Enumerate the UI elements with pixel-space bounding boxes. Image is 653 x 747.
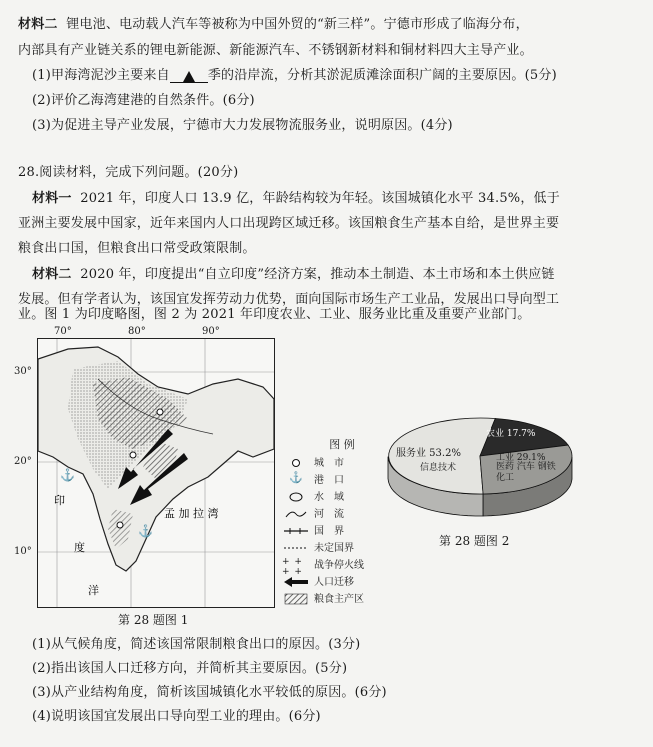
sea-label-1: 印 <box>54 494 65 507</box>
sea-label-2: 度 <box>74 541 85 554</box>
lon-label-90: 90° <box>202 326 220 337</box>
city-legend-icon <box>282 457 310 469</box>
material-2b-line-2: 发展。但有学者认为，该国宜发挥劳动力优势，面向国际市场生产工业品，发展出口导向型工 <box>18 292 560 307</box>
sea-label-3: 洋 <box>88 584 99 597</box>
question-28-1: (1)从气候角度，简述该国常限制粮食出口的原因。(3分) <box>32 637 361 652</box>
legend-row-ceasefire: + + + + 战争停火线 <box>282 557 364 577</box>
legend-row-undetermined: 未定国界 <box>282 539 402 556</box>
legend-row-river: 河 流 <box>282 505 402 522</box>
port-legend-icon: ⚓ <box>289 471 303 484</box>
question-27-1 <box>32 67 557 85</box>
legend-row-port: ⚓ 港 口 <box>282 471 402 488</box>
material-2-text-1: 锂电池、电动载人汽车等被称为中国外贸的“新三样”。宁德市形成了临海分布， <box>66 17 529 32</box>
india-map-svg <box>38 339 274 607</box>
material-1-line-2: 亚洲主要发展中国家，近年来国内人口出现跨区域迁移。该国粮食生产基本自给，是世界主要 <box>18 216 560 231</box>
undetermined-border-legend-icon <box>282 542 310 554</box>
legend-row-grain: 粮食主产区 <box>282 590 402 607</box>
material-1-line-1 <box>32 190 560 208</box>
city-marker <box>117 522 123 528</box>
pie-sub-services: 信息技术 <box>420 463 457 473</box>
border-legend-icon <box>282 525 310 537</box>
lon-label-80: 80° <box>128 326 146 337</box>
lat-label-30: 30° <box>14 366 32 377</box>
question-28-title: 28.阅读材料，完成下列问题。(20分) <box>18 165 239 180</box>
pie-chart <box>380 408 580 528</box>
map-caption: 第 28 题图 1 <box>118 613 189 627</box>
material-2-line-1 <box>18 16 529 34</box>
question-27-1-b: 季的沿岸流，分析其淤泥质滩涂面积广阔的主要原因。(5分) <box>207 68 557 83</box>
material-2b-text-1: 2020 年，印度提出“自立印度”经济方案，推动本土制造、本土市场和本土供应链 <box>80 267 555 282</box>
material-2-line-2: 内部具有产业链关系的锂电新能源、新能源汽车、不锈钢新材料和铜材料四大主导产业。 <box>18 43 533 58</box>
city-marker <box>130 452 136 458</box>
material-1-line-3: 粮食出口国，但粮食出口常受政策限制。 <box>18 241 256 256</box>
river-legend-icon <box>282 508 310 520</box>
material-2b-line-3: 业。图 1 为印度略图，图 2 为 2021 年印度农业、工业、服务业比重及重要产业部门。 <box>18 307 531 322</box>
port-anchor-icon: ⚓ <box>60 468 75 482</box>
pie-caption: 第 28 题图 2 <box>439 534 510 548</box>
material-2-label: 材料二 <box>18 17 58 32</box>
question-27-2: (2)评价乙海湾建港的自然条件。(6分) <box>32 93 255 108</box>
port-anchor-icon: ⚓ <box>138 524 153 538</box>
answer-blank <box>170 69 208 83</box>
lat-label-20: 20° <box>14 456 32 467</box>
triangle-icon <box>183 71 195 82</box>
india-map <box>37 338 275 608</box>
question-27-3: (3)为促进主导产业发展，宁德市大力发展物流服务业，说明原因。(4分) <box>32 118 453 133</box>
grain-area-legend-icon <box>282 593 310 605</box>
material-2b-line-1 <box>32 266 555 284</box>
material-1-label: 材料一 <box>32 191 72 206</box>
question-27-1-a: (1)甲海湾泥沙主要来自 <box>32 68 170 83</box>
legend-row-border: 国 界 <box>282 522 402 539</box>
material-2b-label: 材料二 <box>32 267 72 282</box>
material-1-text-1: 2021 年，印度人口 13.9 亿，年龄结构较为年轻。该国城镇化水平 34.5%，低于 <box>80 191 560 206</box>
legend-row-city: 城 市 <box>282 454 402 471</box>
pie-sub-industry: 医药 汽车 钢铁 化工 <box>496 462 556 483</box>
question-28-4: (4)说明该国宜发展出口导向型工业的理由。(6分) <box>32 709 321 724</box>
question-28-2: (2)指出该国人口迁移方向，并简析其主要原因。(5分) <box>32 661 348 676</box>
ceasefire-legend-icon: + + + + <box>282 557 303 577</box>
legend-row-water: 水 域 <box>282 488 402 505</box>
pie-label-industry: 工业 29.1% <box>496 453 546 463</box>
bay-label: 孟 加 拉 湾 <box>164 507 219 520</box>
migration-legend-icon <box>282 576 310 588</box>
city-marker <box>157 409 163 415</box>
legend-row-migration: 人口迁移 <box>282 573 402 590</box>
question-28-3: (3)从产业结构角度，简析该国城镇化水平较低的原因。(6分) <box>32 685 387 700</box>
lon-label-70: 70° <box>54 326 72 337</box>
lat-label-10: 10° <box>14 546 32 557</box>
legend-title: 图 例 <box>329 438 355 451</box>
pie-label-services: 服务业 53.2% <box>396 448 461 459</box>
pie-label-agriculture: 农业 17.7% <box>486 429 536 439</box>
water-legend-icon <box>282 491 310 503</box>
